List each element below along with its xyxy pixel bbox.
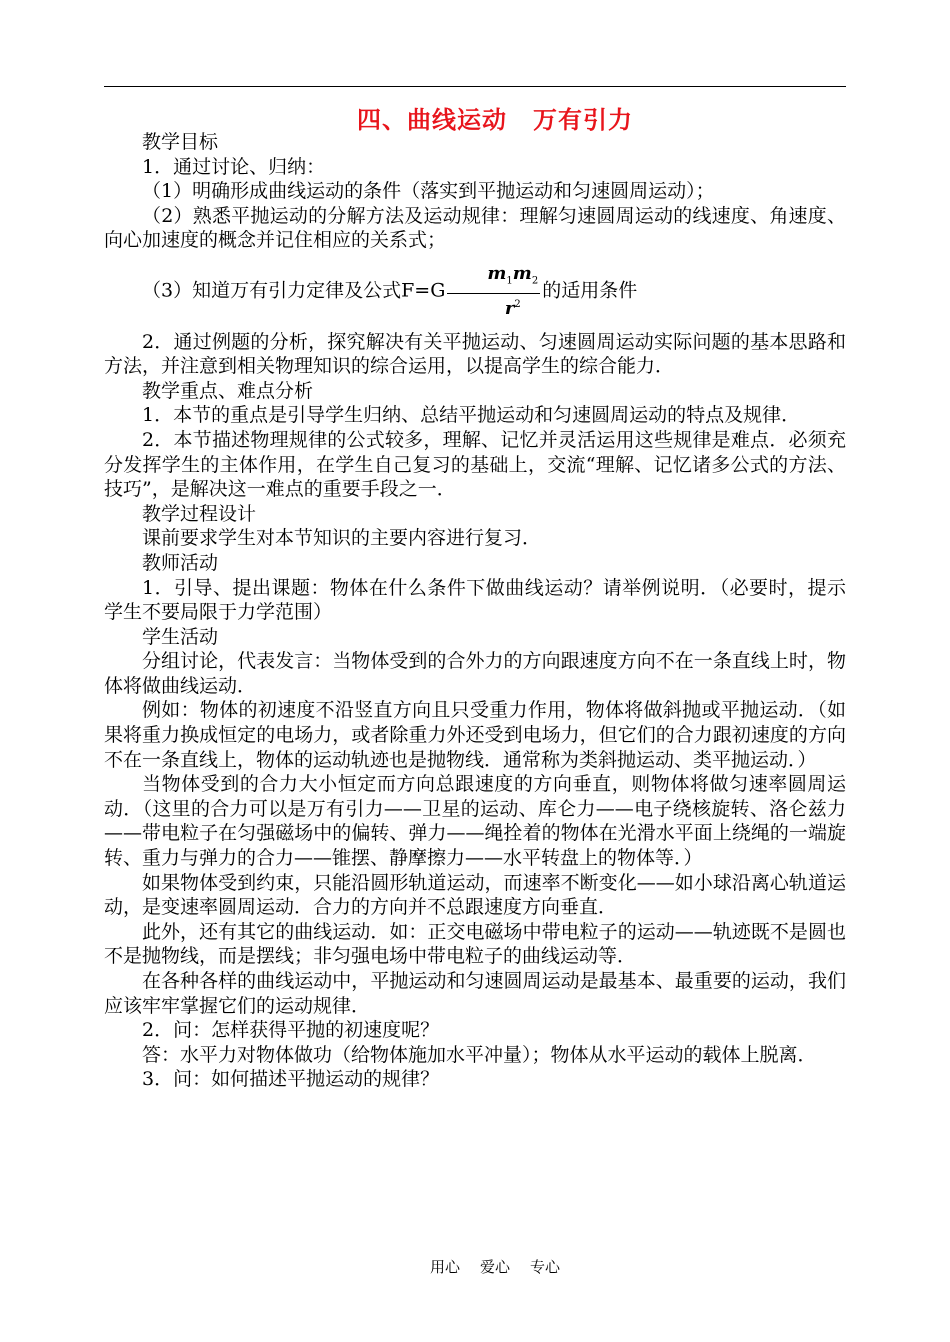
paragraph: （1）明确形成曲线运动的条件（落实到平抛运动和匀速圆周运动）； xyxy=(142,180,715,203)
paragraph: 教学目标 xyxy=(142,131,219,153)
paragraph: 1．通过讨论、归纳： xyxy=(142,155,326,178)
paragraph: 当物体受到的合力大小恒定而方向总跟速度的方向垂直，则物体将做匀速率圆周运动．（这里的合力可以是万有引力——卫星的运动、库仑力——电子绕核旋转、洛仑兹力——带电粒子在匀强磁场中的偏转、弹力——绳拴着的物体在光滑水平面上绕绳的一端旋转、重力与弹力的合力——锥摆、静摩擦力——水平转盘上的物体等．） xyxy=(104,773,846,870)
paragraph: 教师活动 xyxy=(142,551,219,574)
paragraph: 课前要求学生对本节知识的主要内容进行复习． xyxy=(142,527,542,550)
paragraph: 答：水平力对物体做功（给物体施加水平冲量）；物体从水平运动的载体上脱离． xyxy=(142,1043,817,1066)
paragraph: 1．本节的重点是引导学生归纳、总结平抛运动和匀速圆周运动的特点及规律． xyxy=(142,404,801,427)
paragraph: 例如：物体的初速度不沿竖直方向且只受重力作用，物体将做斜抛或平抛运动．（如果将重力换成恒定的电场力，或者除重力外还受到电场力，但它们的合力跟初速度的方向不在一条直线上，物体的运动轨迹也是抛物线．通常称为类斜抛运动、类平抛运动．） xyxy=(104,699,846,771)
paragraph: 2．通过例题的分析，探究解决有关平抛运动、匀速圆周运动实际问题的基本思路和方法，并注意到相关物理知识的综合运用，以提高学生的综合能力． xyxy=(104,330,846,378)
paragraph: 学生活动 xyxy=(142,625,219,648)
fraction-numerator: $m_1m_2$ xyxy=(447,263,540,294)
formula-paragraph xyxy=(104,263,846,320)
fraction-denominator: $r^2$ xyxy=(504,297,521,319)
formula-text-after: 的适用条件 xyxy=(542,279,638,302)
footer-word: 专心 xyxy=(530,1258,561,1276)
header-rule xyxy=(104,86,846,87)
document-body xyxy=(104,130,846,1092)
paragraph: 2．问：怎样获得平抛的初速度呢？ xyxy=(142,1019,440,1042)
paragraph: 2．本节描述物理规律的公式较多，理解、记忆并灵活运用这些规律是难点．必须充分发挥学生的主体作用，在学生自己复习的基础上，交流“理解、记忆诸多公式的方法、技巧”，是解决这一难点的重要手段之一． xyxy=(104,428,846,501)
paragraph: 教学重点、难点分析 xyxy=(142,379,314,402)
footer-word: 用心 xyxy=(429,1258,460,1276)
footer-word: 爱心 xyxy=(479,1258,510,1276)
page-footer xyxy=(0,1257,950,1277)
paragraph: 3．问：如何描述平抛运动的规律？ xyxy=(142,1068,440,1091)
gravitation-fraction xyxy=(447,263,540,320)
formula-text-before: （3）知道万有引力定律及公式F=G xyxy=(142,279,446,302)
paragraph: 此外，还有其它的曲线运动．如：正交电磁场中带电粒子的运动——轨迹既不是圆也不是抛物线，而是摆线；非匀强电场中带电粒子的曲线运动等． xyxy=(104,920,846,968)
paragraph: 分组讨论，代表发言：当物体受到的合外力的方向跟速度方向不在一条直线上时，物体将做曲线运动． xyxy=(104,650,846,697)
paragraph: 教学过程设计 xyxy=(142,502,257,525)
paragraph: （2）熟悉平抛运动的分解方法及运动规律：理解匀速圆周运动的线速度、角速度、向心加速度的概念并记住相应的关系式； xyxy=(104,204,846,252)
paragraph: 1．引导、提出课题：物体在什么条件下做曲线运动？请举例说明．（必要时，提示学生不要局限于力学范围） xyxy=(104,576,846,624)
title-part1: 四、曲线运动 xyxy=(357,106,507,134)
paragraph: 如果物体受到约束，只能沿圆形轨道运动，而速率不断变化——如小球沿离心轨道运动，是变速率圆周运动．合力的方向并不总跟速度方向垂直． xyxy=(104,871,846,919)
paragraph: 在各种各样的曲线运动中，平抛运动和匀速圆周运动是最基本、最重要的运动，我们应该牢牢掌握它们的运动规律． xyxy=(104,970,846,1017)
title-part2: 万有引力 xyxy=(533,106,633,134)
